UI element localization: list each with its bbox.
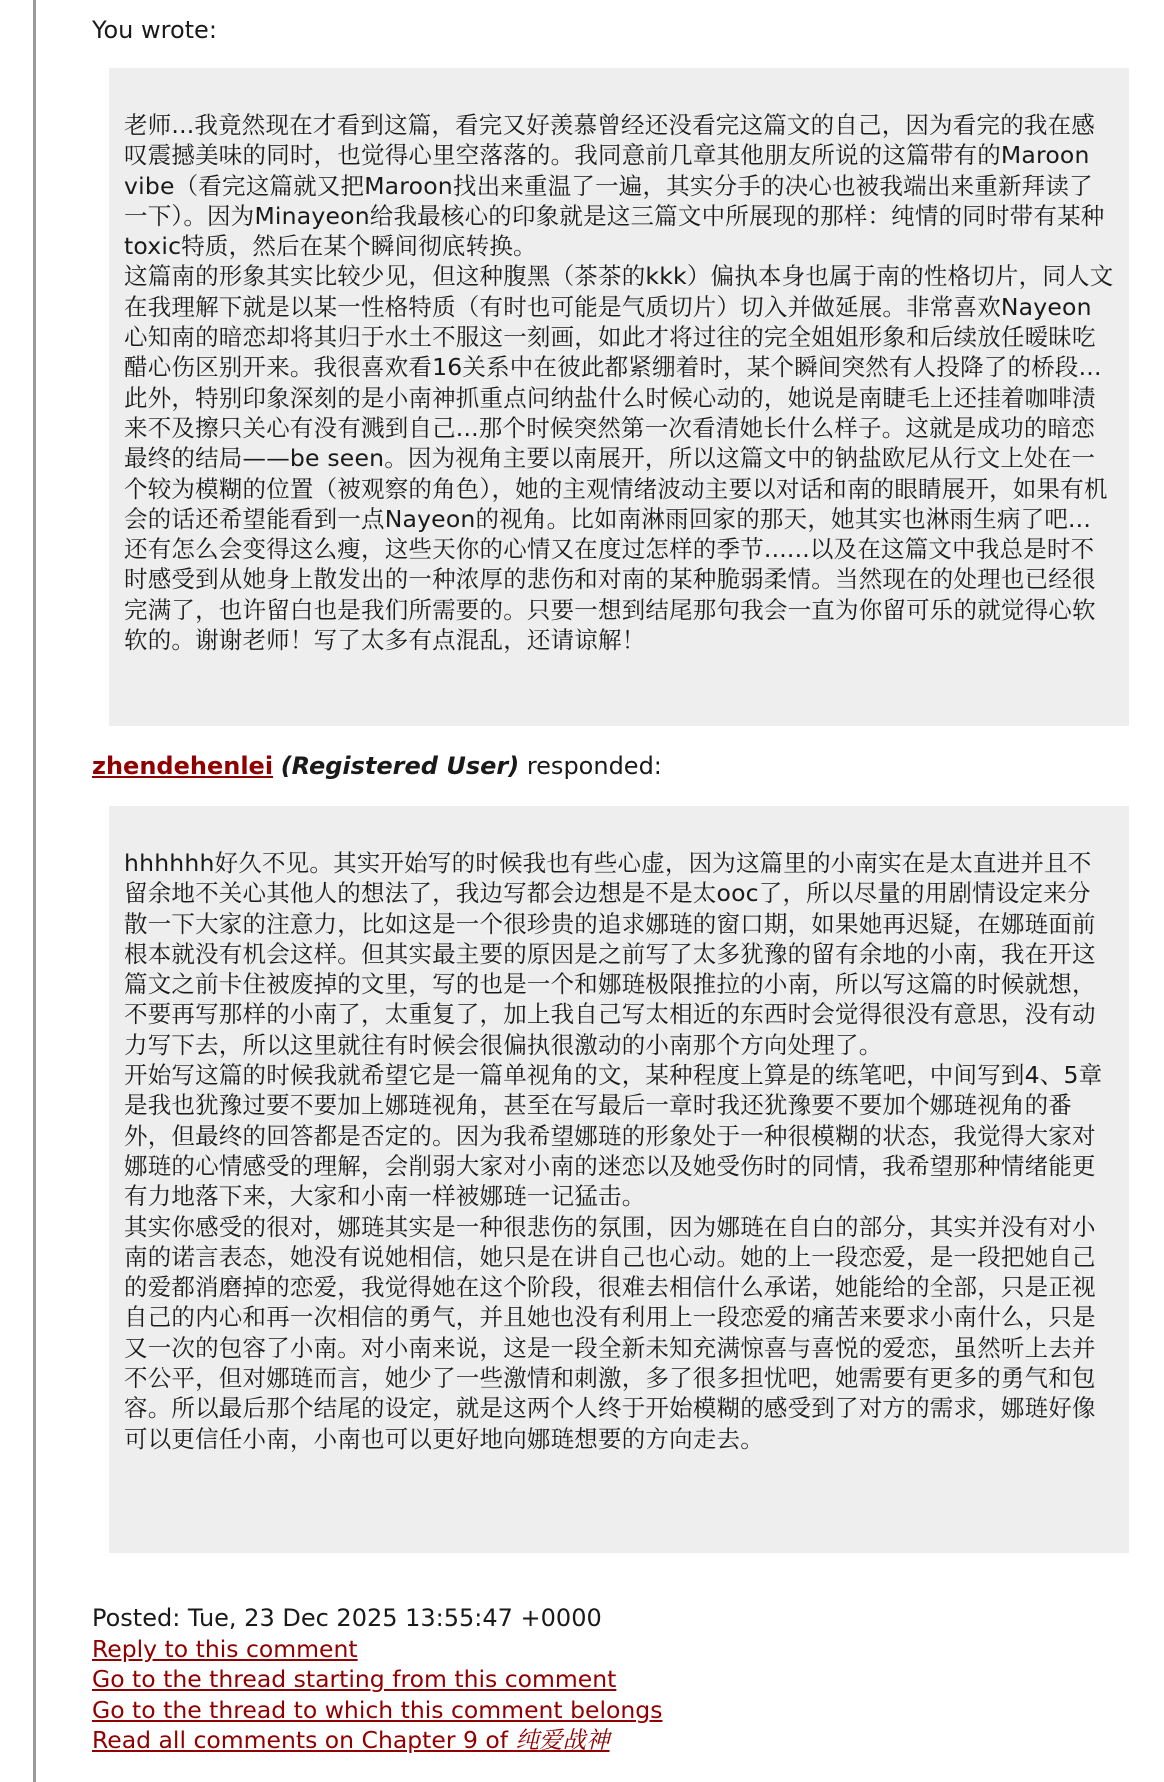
responder-username-link[interactable]: zhendehenlei [92,752,274,780]
reply-link[interactable]: Reply to this comment [92,1635,358,1663]
response-block [109,806,1129,1553]
left-border-rule [33,0,36,1782]
quoted-comment-block [109,68,1129,726]
parent-thread-link[interactable]: Go to the thread to which this comment belongs [92,1695,663,1724]
response-paragraph-3: 其实你感受的很对，娜琏其实是一种很悲伤的氛围，因为娜琏在自白的部分，其实并没有对小南的诺言表态，她没有说她相信，她只是在讲自己也心动。她的上一段恋爱，是一段把她自己的爱都消磨掉的恋爱，我觉得她在这个阶段，很难去相信什么承诺，她能给的全部，只是正视自己的内心和再一次相信的勇气，并且她也没有利用上一段恋爱的痛苦来要求小南什么，只是又一次的包容了小南。对小南来说，这是一段全新未知充满惊喜与喜悦的爱恋，虽然听上去并不公平，但对娜琏而言，她少了一些激情和刺激，多了很多担忧吧，她需要有更多的勇气和包容。所以最后那个结尾的设定，就是这两个人终于开始模糊的感受到了对方的需求，娜琏好像可以更信任小南，小南也可以更好地向娜琏想要的方向走去。 [124,1212,1096,1453]
response-paragraph-1: hhhhhh好久不见。其实开始写的时候我也有些心虚，因为这篇里的小南实在是太直进并且不留余地不关心其他人的想法了，我边写都会边想是不是太ooc了，所以尽量的用剧情设定来分散一下大家的注意力，比如这是一个很珍贵的追求娜琏的窗口期，如果她再迟疑，在娜琏面前根本就没有机会这样。但其实最主要的原因是之前写了太多犹豫的留有余地的小南，我在开这篇文之前卡住被废掉的文里，写的也是一个和娜琏极限推拉的小南，所以写这篇的时候就想，不要再写那样的小南了，太重复了，加上我自己写太相近的东西时会觉得很没有意思，没有动力写下去，所以这里就往有时候会很偏执很激动的小南那个方向处理了。 [124,849,1096,1059]
comment-links [92,1634,662,1755]
you-wrote-label: You wrote: [92,16,217,44]
quoted-comment-paragraph-2: 这篇南的形象其实比较少见，但这种腹黑（茶茶的kkk）偏执本身也属于南的性格切片，同人文在我理解下就是以某一性格特质（有时也可能是气质切片）切入并做延展。非常喜欢Nayeon心知南的暗恋却将其归于水土不服这一刻画，如此才将过往的完全姐姐形象和后续放任暧昧吃醋心伤区别开来。我很喜欢看16关系中在彼此都紧绷着时，某个瞬间突然有人投降了的桥段... [124,262,1114,382]
work-title: 纯爱战神 [515,1725,610,1754]
read-all-comments-link[interactable] [92,1725,662,1755]
responder-line [92,750,662,782]
quoted-comment-paragraph-1: 老师...我竟然现在才看到这篇，看完又好羡慕曾经还没看完这篇文的自己，因为看完的我在感叹震撼美味的同时，也觉得心里空落落的。我同意前几章其他朋友所说的这篇带有的Maroon vibe（看完这篇就又把Maroon找出来重温了一遍，其实分手的决心也被我端出来重新拜读了一下）。因为Minayeon给我最核心的印象就是这三篇文中所展现的那样：纯情的同时带有某种toxic特质，然后在某个瞬间彻底转换。 [124,111,1105,261]
responded-label: responded: [526,752,662,780]
responder-role: (Registered User) [280,752,520,780]
quoted-comment-paragraph-3: 此外，特别印象深刻的是小南神抓重点问纳盐什么时候心动的，她说是南睫毛上还挂着咖啡渍来不及擦只关心有没有溅到自己...那个时候突然第一次看清她长什么样子。这就是成功的暗恋最终的结局——be seen。因为视角主要以南展开，所以这篇文中的钠盐欧尼从行文上处在一个较为模糊的位置（被观察的角色），她的主观情绪波动主要以对话和南的眼睛展开，如果有机会的话还希望能看到一点Nayeon的视角。比如南淋雨回家的那天，她其实也淋雨生病了吧...还有怎么会变得这么瘦，这些天你的心情又在度过怎样的季节......以及在这篇文中我总是时不时感受到从她身上散发出的一种浓厚的悲伤和对南的某种脆弱柔情。当然现在的处理也已经很完满了，也许留白也是我们所需要的。只要一想到结尾那句我会一直为你留可乐的就觉得心软软的。谢谢老师！写了太多有点混乱，还请谅解！ [124,383,1108,655]
response-paragraph-2: 开始写这篇的时候我就希望它是一篇单视角的文，某种程度上算是的练笔吧，中间写到4、5章是我也犹豫过要不要加上娜琏视角，甚至在写最后一章时我还犹豫要不要加个娜琏视角的番外，但最终的回答都是否定的。因为我希望娜琏的形象处于一种很模糊的状态，我觉得大家对娜琏的心情感受的理解，会削弱大家对小南的迷恋以及她受伤时的同情，我希望那种情绪能更有力地落下来，大家和小南一样被娜琏一记猛击。 [124,1061,1103,1211]
read-all-comments-label: Read all comments on Chapter 9 of [92,1725,516,1754]
posted-timestamp: Posted: Tue, 23 Dec 2025 13:55:47 +0000 [92,1604,602,1632]
thread-from-comment-link[interactable]: Go to the thread starting from this comment [92,1665,617,1694]
